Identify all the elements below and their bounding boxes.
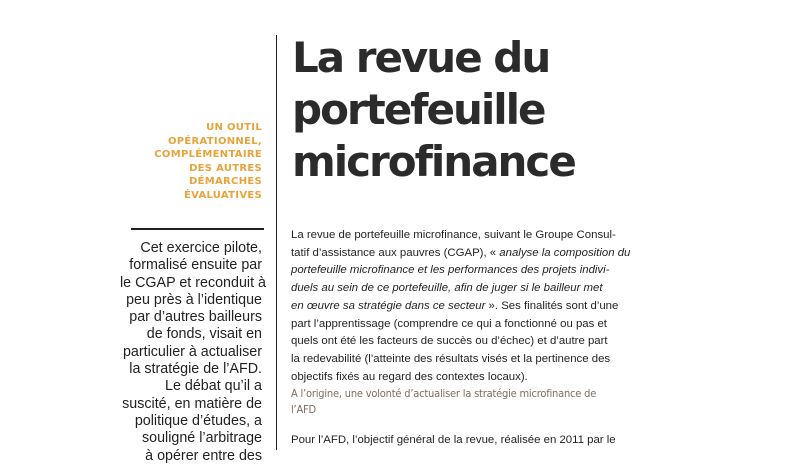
sidebar-line: le CGAP et reconduit à bbox=[120, 274, 266, 291]
body-line: quels ont été les facteurs de succès ou d’échec) et d’autre part bbox=[291, 335, 608, 348]
sidebar-line: à opérer entre des bbox=[145, 447, 262, 464]
sidebar-line: formalisé ensuite par bbox=[129, 257, 262, 274]
sidebar-line: par d’autres bailleurs bbox=[129, 309, 262, 326]
section-subheading bbox=[291, 386, 631, 418]
body-line: la redevabilité (l’atteinte des résultats visés et la pertinence des bbox=[291, 352, 611, 365]
sidebar-line: particulier à actualiser bbox=[122, 343, 262, 360]
kicker bbox=[130, 121, 262, 203]
kicker-line: COMPLÉMENTAIRE bbox=[154, 149, 262, 161]
sidebar-line: souligné l’arbitrage bbox=[141, 430, 262, 447]
sidebar-line: politique d’études, a bbox=[134, 412, 262, 429]
kicker-line: DES AUTRES bbox=[189, 162, 262, 174]
body-line bbox=[291, 245, 631, 263]
body-quote: portefeuille microfinance et les performances des projets indivi- bbox=[291, 264, 610, 277]
kicker-line: OPÉRATIONNEL, bbox=[167, 135, 262, 147]
body-line: La revue de portefeuille microfinance, suivant le Groupe Consul- bbox=[291, 229, 616, 241]
sidebar-line: peu près à l’identique bbox=[126, 291, 262, 308]
sidebar-line: suscité, en matière de bbox=[122, 395, 262, 412]
page-title bbox=[292, 32, 772, 188]
sidebar-line: de fonds, visait en bbox=[146, 326, 262, 343]
subhead-line: A l’origine, une volonté d’actualiser la stratégie microfinance de bbox=[291, 387, 597, 400]
body-quote: en œuvre sa stratégie dans ce secteur bbox=[291, 299, 486, 312]
title-line: microfinance bbox=[292, 137, 575, 186]
kicker-line: DÉMARCHES bbox=[189, 176, 262, 188]
subhead-line: l’AFD bbox=[291, 403, 316, 416]
body-text: tatif d’assistance aux pauvres (CGAP), « bbox=[291, 246, 500, 259]
column-divider bbox=[276, 35, 277, 450]
title-line: portefeuille bbox=[292, 85, 545, 134]
body-quote: analyse la composition du bbox=[499, 246, 631, 259]
sidebar-text bbox=[120, 240, 266, 465]
sidebar-line: Cet exercice pilote, bbox=[140, 240, 262, 256]
title-line: La revue du bbox=[292, 33, 550, 82]
body-line: part l’apprentissage (comprendre ce qui a fonctionné ou pas et bbox=[291, 317, 607, 330]
body-text: ». Ses finalités sont d’une bbox=[485, 299, 619, 312]
body-quote: duels au sein de ce portefeuille, afin de juger si le bailleur met bbox=[291, 282, 603, 295]
body-line bbox=[291, 298, 631, 316]
body-paragraph-2 bbox=[291, 432, 631, 450]
sidebar-line: la stratégie de l’AFD. bbox=[129, 361, 262, 378]
sidebar-line: Le débat qu’il a bbox=[165, 378, 262, 395]
kicker-line: ÉVALUATIVES bbox=[183, 189, 262, 201]
kicker-line: UN OUTIL bbox=[206, 122, 262, 133]
body-line: objectifs fixés au regard des contextes locaux). bbox=[291, 370, 528, 383]
body-paragraph bbox=[291, 227, 631, 386]
body-line: Pour l’AFD, l’objectif général de la revue, réalisée en 2011 par le bbox=[291, 434, 616, 446]
sidebar-rule bbox=[131, 228, 264, 230]
